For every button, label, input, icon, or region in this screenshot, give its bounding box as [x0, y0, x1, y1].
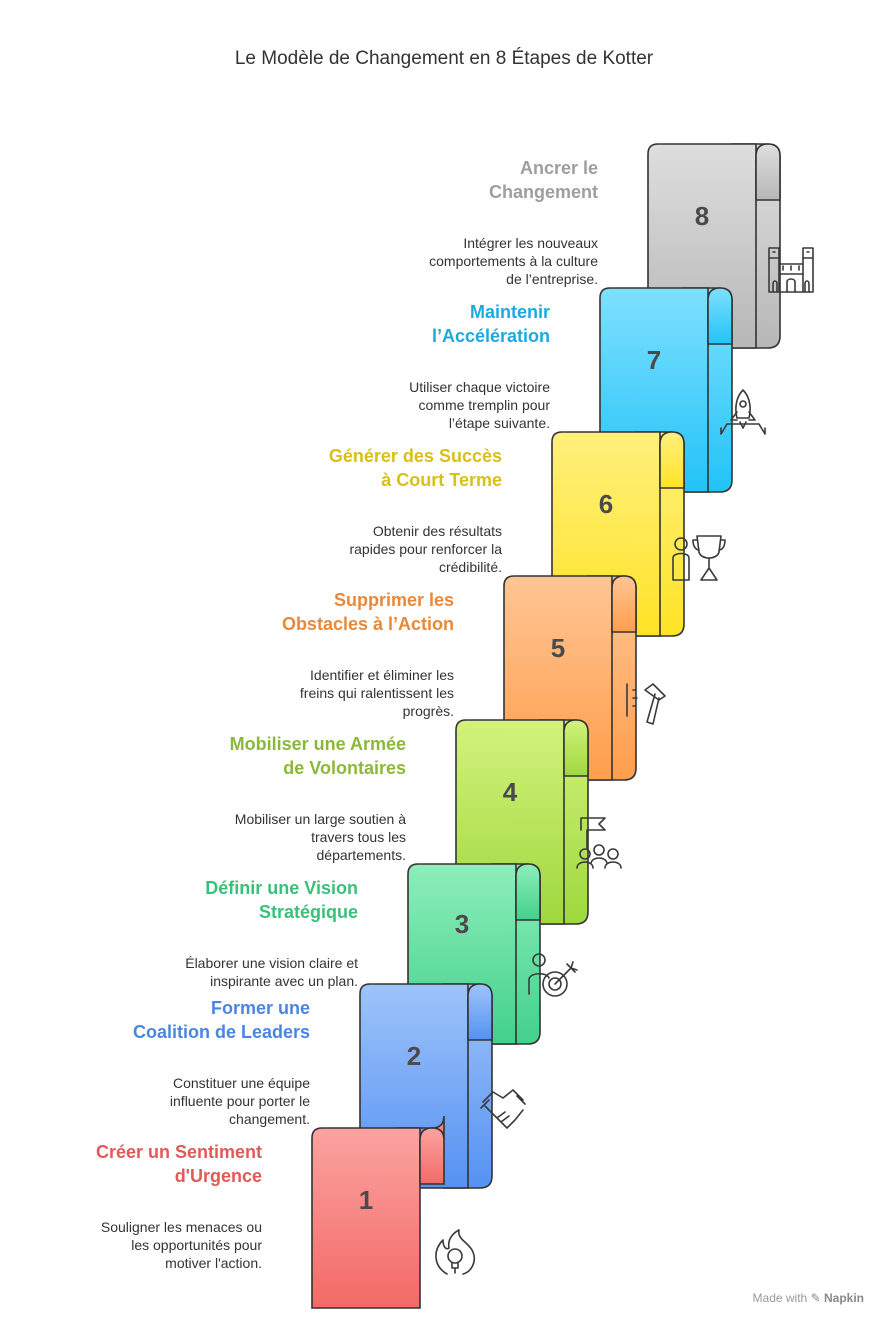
footer-prefix: Made with	[752, 1291, 808, 1305]
step-number: 3	[454, 909, 470, 939]
step-description-line: Mobiliser un large soutien à	[234, 811, 406, 827]
step-title-line: Générer des Succès	[328, 446, 502, 466]
step-title-line: de Volontaires	[283, 758, 406, 778]
step-title-line: Former une	[210, 998, 310, 1018]
step-description-line: comportements à la culture	[429, 253, 598, 269]
step-description-line: Constituer une équipe	[173, 1075, 310, 1091]
step-number: 6	[598, 489, 614, 519]
step-title-line: Définir une Vision	[205, 878, 358, 898]
step-number: 8	[694, 201, 710, 231]
step-description-line: changement.	[229, 1111, 310, 1127]
step-number: 4	[502, 777, 518, 807]
step-ribbon-curl	[708, 288, 732, 344]
step-description-line: travers tous les	[311, 829, 406, 845]
step-description-line: Identifier et éliminer les	[310, 667, 454, 683]
step-title-line: Stratégique	[258, 902, 358, 922]
step-ribbon-curl	[756, 144, 780, 200]
step-description-line: Souligner les menaces ou	[100, 1219, 262, 1235]
step-title-8	[298, 156, 598, 204]
step-description-8	[358, 234, 598, 288]
step-title-2	[10, 996, 310, 1044]
step-title-line: Mobiliser une Armée	[229, 734, 406, 754]
step-description-line: Utiliser chaque victoire	[409, 379, 550, 395]
step-description-line: crédibilité.	[438, 559, 502, 575]
step-description-line: Élaborer une vision claire et	[185, 955, 358, 971]
step-description-line: de l’entreprise.	[506, 271, 598, 287]
step-description-line: influente pour porter le	[169, 1093, 310, 1109]
step-description-7	[310, 378, 550, 432]
step-title-1	[0, 1140, 262, 1188]
footer-brand: Napkin	[823, 1291, 864, 1305]
step-title-line: d'Urgence	[174, 1166, 262, 1186]
step-description-line: motiver l'action.	[165, 1255, 262, 1271]
step-ribbon-body	[312, 1128, 420, 1308]
step-title-5	[154, 588, 454, 636]
step-title-4	[106, 732, 406, 780]
step-description-line: progrès.	[402, 703, 454, 719]
step-description-line: Intégrer les nouveaux	[463, 235, 598, 251]
step-description-line: Obtenir des résultats	[372, 523, 502, 539]
step-ribbon-curl	[660, 432, 684, 488]
step-description-4	[166, 810, 406, 864]
step-description-line: rapides pour renforcer la	[349, 541, 502, 557]
fire-lightbulb-icon	[436, 1230, 474, 1274]
step-title-3	[58, 876, 358, 924]
step-ribbon-curl	[612, 576, 636, 632]
diagram-title: Le Modèle de Changement en 8 Étapes de Kotter	[234, 48, 654, 69]
step-ribbon-1	[312, 1116, 444, 1308]
step-description-line: comme tremplin pour	[418, 397, 550, 413]
step-ribbon-curl	[420, 1128, 444, 1184]
step-description-line: l’étape suivante.	[448, 415, 550, 431]
step-title-line: Créer un Sentiment	[95, 1142, 262, 1162]
step-title-6	[202, 444, 502, 492]
step-title-line: l’Accélération	[431, 326, 550, 346]
step-ribbon-curl	[516, 864, 540, 920]
step-description-6	[262, 522, 502, 576]
step-number: 5	[550, 633, 566, 663]
napkin-logo-icon: ✎	[810, 1291, 821, 1305]
step-number: 7	[646, 345, 662, 375]
step-description-line: les opportunités pour	[131, 1237, 262, 1253]
step-title-7	[250, 300, 550, 348]
step-number: 2	[406, 1041, 422, 1071]
made-with-napkin-footer	[753, 1291, 864, 1305]
step-ribbon-curl	[468, 984, 492, 1040]
step-description-line: départements.	[316, 847, 406, 863]
step-description-3	[118, 954, 358, 990]
step-title-line: à Court Terme	[381, 470, 502, 490]
step-description-line: freins qui ralentissent les	[299, 685, 454, 701]
step-description-line: inspirante avec un plan.	[210, 973, 358, 989]
step-ribbon-curl	[564, 720, 588, 776]
step-title-line: Supprimer les	[333, 590, 454, 610]
step-title-line: Ancrer le	[519, 158, 598, 178]
step-title-line: Changement	[488, 182, 598, 202]
step-title-line: Coalition de Leaders	[132, 1022, 310, 1042]
step-title-line: Obstacles à l’Action	[281, 614, 454, 634]
step-number: 1	[358, 1185, 374, 1215]
step-description-5	[214, 666, 454, 720]
step-description-2	[70, 1074, 310, 1128]
step-description-1	[22, 1218, 262, 1272]
step-title-line: Maintenir	[469, 302, 550, 322]
